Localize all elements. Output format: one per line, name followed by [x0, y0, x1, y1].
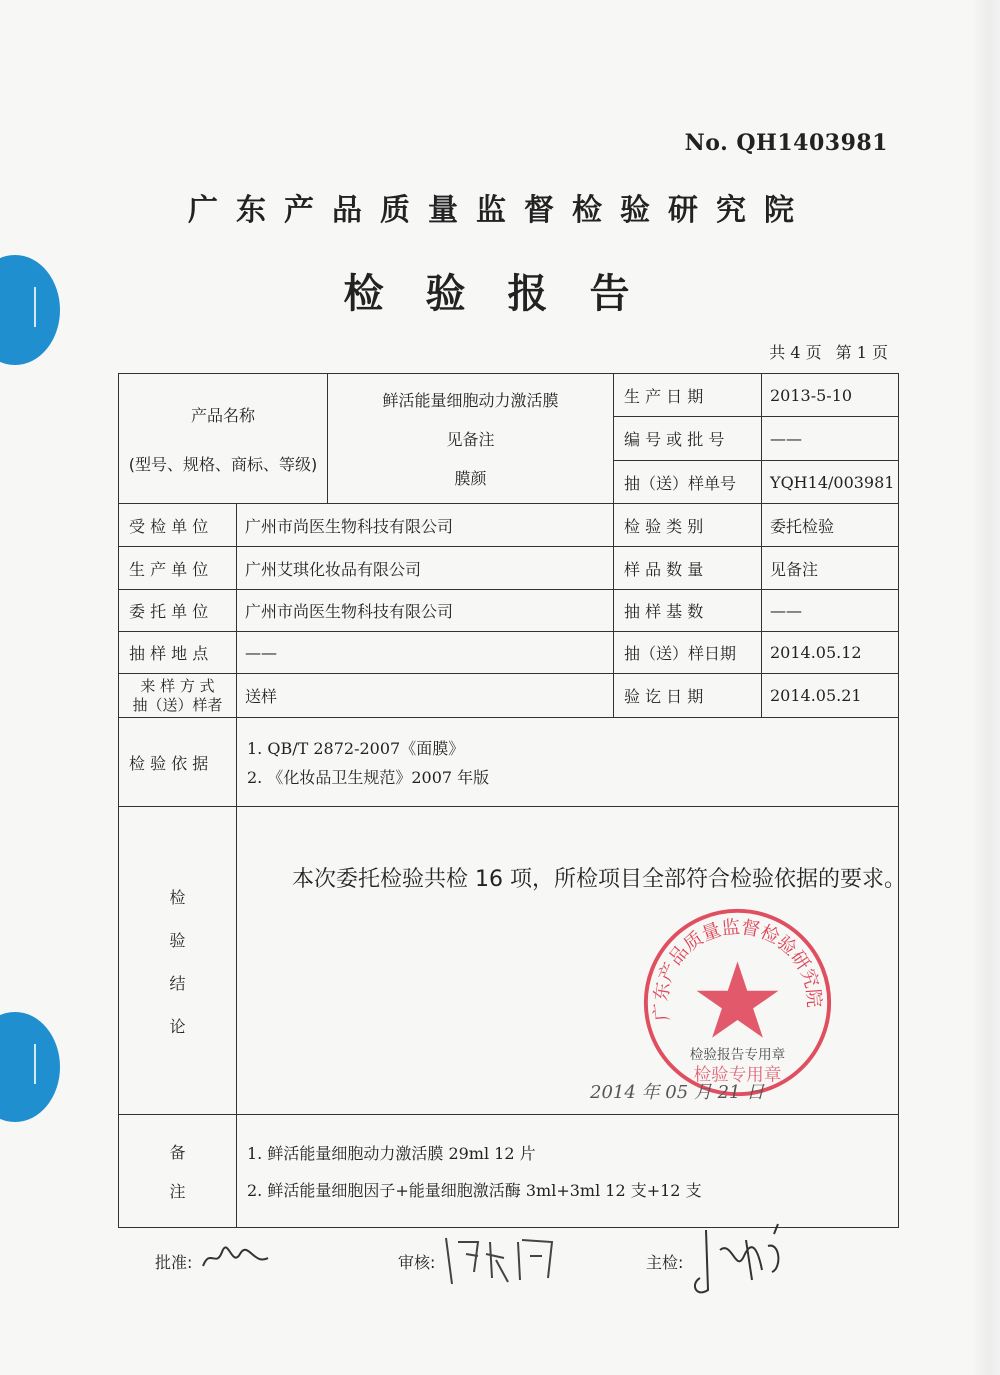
basis-item: 1. QB/T 2872-2007《面膜》	[247, 739, 465, 758]
conclusion-label-char: 论	[169, 1016, 186, 1036]
sample-method-label	[118, 673, 237, 718]
entrust-label-text: 委 托 单 位	[129, 602, 209, 621]
batch-label	[613, 416, 762, 461]
note-item: 2. 鲜活能量细胞因子+能量细胞激活酶 3ml+3ml 12 支+12 支	[247, 1181, 702, 1200]
sample-no-label	[613, 460, 762, 504]
approve-signature-icon	[198, 1238, 273, 1278]
sample-place-label	[118, 631, 237, 674]
sample-base-label	[613, 589, 762, 632]
client-label	[118, 503, 237, 547]
report-number: No. QH1403981	[684, 130, 888, 156]
review-label: 审核:	[398, 1253, 436, 1272]
batch-number: ——	[761, 416, 899, 461]
sample-qty-label-text: 样 品 数 量	[624, 559, 704, 579]
product-label-detail: (型号、规格、商标、等级)	[128, 454, 318, 474]
client-unit: 广州市尚医生物科技有限公司	[236, 503, 614, 547]
test-type-label	[613, 503, 762, 547]
sample-place-label-text: 抽 样 地 点	[129, 644, 209, 663]
product-label: 产品名称	[190, 405, 255, 425]
manufacturer-label	[118, 546, 237, 590]
notes-label-char: 备	[169, 1143, 186, 1162]
page-current: 第 1 页	[835, 343, 888, 362]
binder-clip-bottom	[0, 1012, 60, 1122]
product-spec: 见备注	[446, 430, 495, 449]
client-label-text: 受 检 单 位	[129, 516, 209, 536]
conclusion-label-char: 验	[169, 930, 186, 950]
page-counter	[769, 340, 888, 363]
institute-name: 广东产品质量监督检验研究院	[188, 193, 812, 228]
page-total: 共 4 页	[769, 343, 822, 362]
basis-item: 2. 《化妆品卫生规范》2007 年版	[247, 768, 490, 787]
conclusion-text: 本次委托检验共检 16 项，所检项目全部符合检验依据的要求。	[292, 867, 906, 892]
basis-list	[236, 717, 899, 807]
manufacturer: 广州艾琪化妆品有限公司	[236, 546, 614, 590]
test-type: 委托检验	[761, 503, 899, 547]
sample-qty: 见备注	[761, 546, 899, 590]
seal-sub-text: 检验报告专用章	[689, 1047, 786, 1064]
batch-label-text: 编 号 或 批 号	[624, 430, 725, 449]
sample-number: YQH14/003981	[761, 460, 899, 504]
basis-label-text: 检 验 依 据	[129, 753, 209, 773]
test-type-label-text: 检 验 类 别	[624, 516, 704, 536]
production-date-label	[613, 373, 762, 417]
basis-label	[118, 717, 237, 807]
notes-label	[118, 1114, 237, 1228]
finish-date-label	[613, 673, 762, 718]
conclusion-label	[118, 806, 237, 1115]
sample-base: ——	[761, 589, 899, 632]
sample-qty-label	[613, 546, 762, 590]
notes-list	[236, 1114, 899, 1228]
product-name: 鲜活能量细胞动力激活膜	[382, 391, 559, 410]
manufacturer-label-text: 生 产 单 位	[129, 559, 209, 579]
signing-date: 2014 年 05 月 21 日	[590, 1082, 765, 1103]
product-label-cell	[118, 373, 328, 504]
sample-method-label-line1: 来 样 方 式	[140, 676, 215, 695]
production-date-label-text: 生 产 日 期	[624, 386, 704, 406]
entrust-unit: 广州市尚医生物科技有限公司	[236, 589, 614, 632]
finish-date-label-text: 验 讫 日 期	[624, 687, 704, 706]
seal-arc-text: 广东产品质量监督检验研究院	[650, 916, 825, 1022]
sample-no-label-text: 抽（送）样单号	[624, 473, 737, 493]
seal-sub-text-2: 检验专用章	[693, 1065, 782, 1086]
production-date: 2013-5-10	[761, 373, 899, 417]
sample-place: ——	[236, 631, 614, 674]
sample-method: 送样	[236, 673, 614, 718]
sample-date-label	[613, 631, 762, 674]
product-values-cell	[327, 373, 614, 504]
conclusion-label-char: 检	[169, 887, 186, 907]
notes-label-char: 注	[169, 1182, 186, 1201]
conclusion-label-char: 结	[169, 973, 186, 993]
product-brand: 膜颜	[454, 469, 487, 488]
sample-base-label-text: 抽 样 基 数	[624, 602, 704, 621]
inspector-signature-icon	[686, 1220, 796, 1300]
inspector-label: 主检:	[646, 1253, 684, 1272]
sample-method-label-line2: 抽（送）样者	[132, 695, 223, 714]
finish-date: 2014.05.21	[761, 673, 899, 718]
entrust-label	[118, 589, 237, 632]
sample-date: 2014.05.12	[761, 631, 899, 674]
report-title: 检验报告	[343, 271, 672, 317]
approve-label: 批准:	[155, 1253, 193, 1272]
note-item: 1. 鲜活能量细胞动力激活膜 29ml 12 片	[247, 1144, 536, 1163]
review-signature-icon	[438, 1228, 563, 1288]
official-seal-icon	[640, 905, 835, 1100]
sample-date-label-text: 抽（送）样日期	[624, 644, 737, 663]
